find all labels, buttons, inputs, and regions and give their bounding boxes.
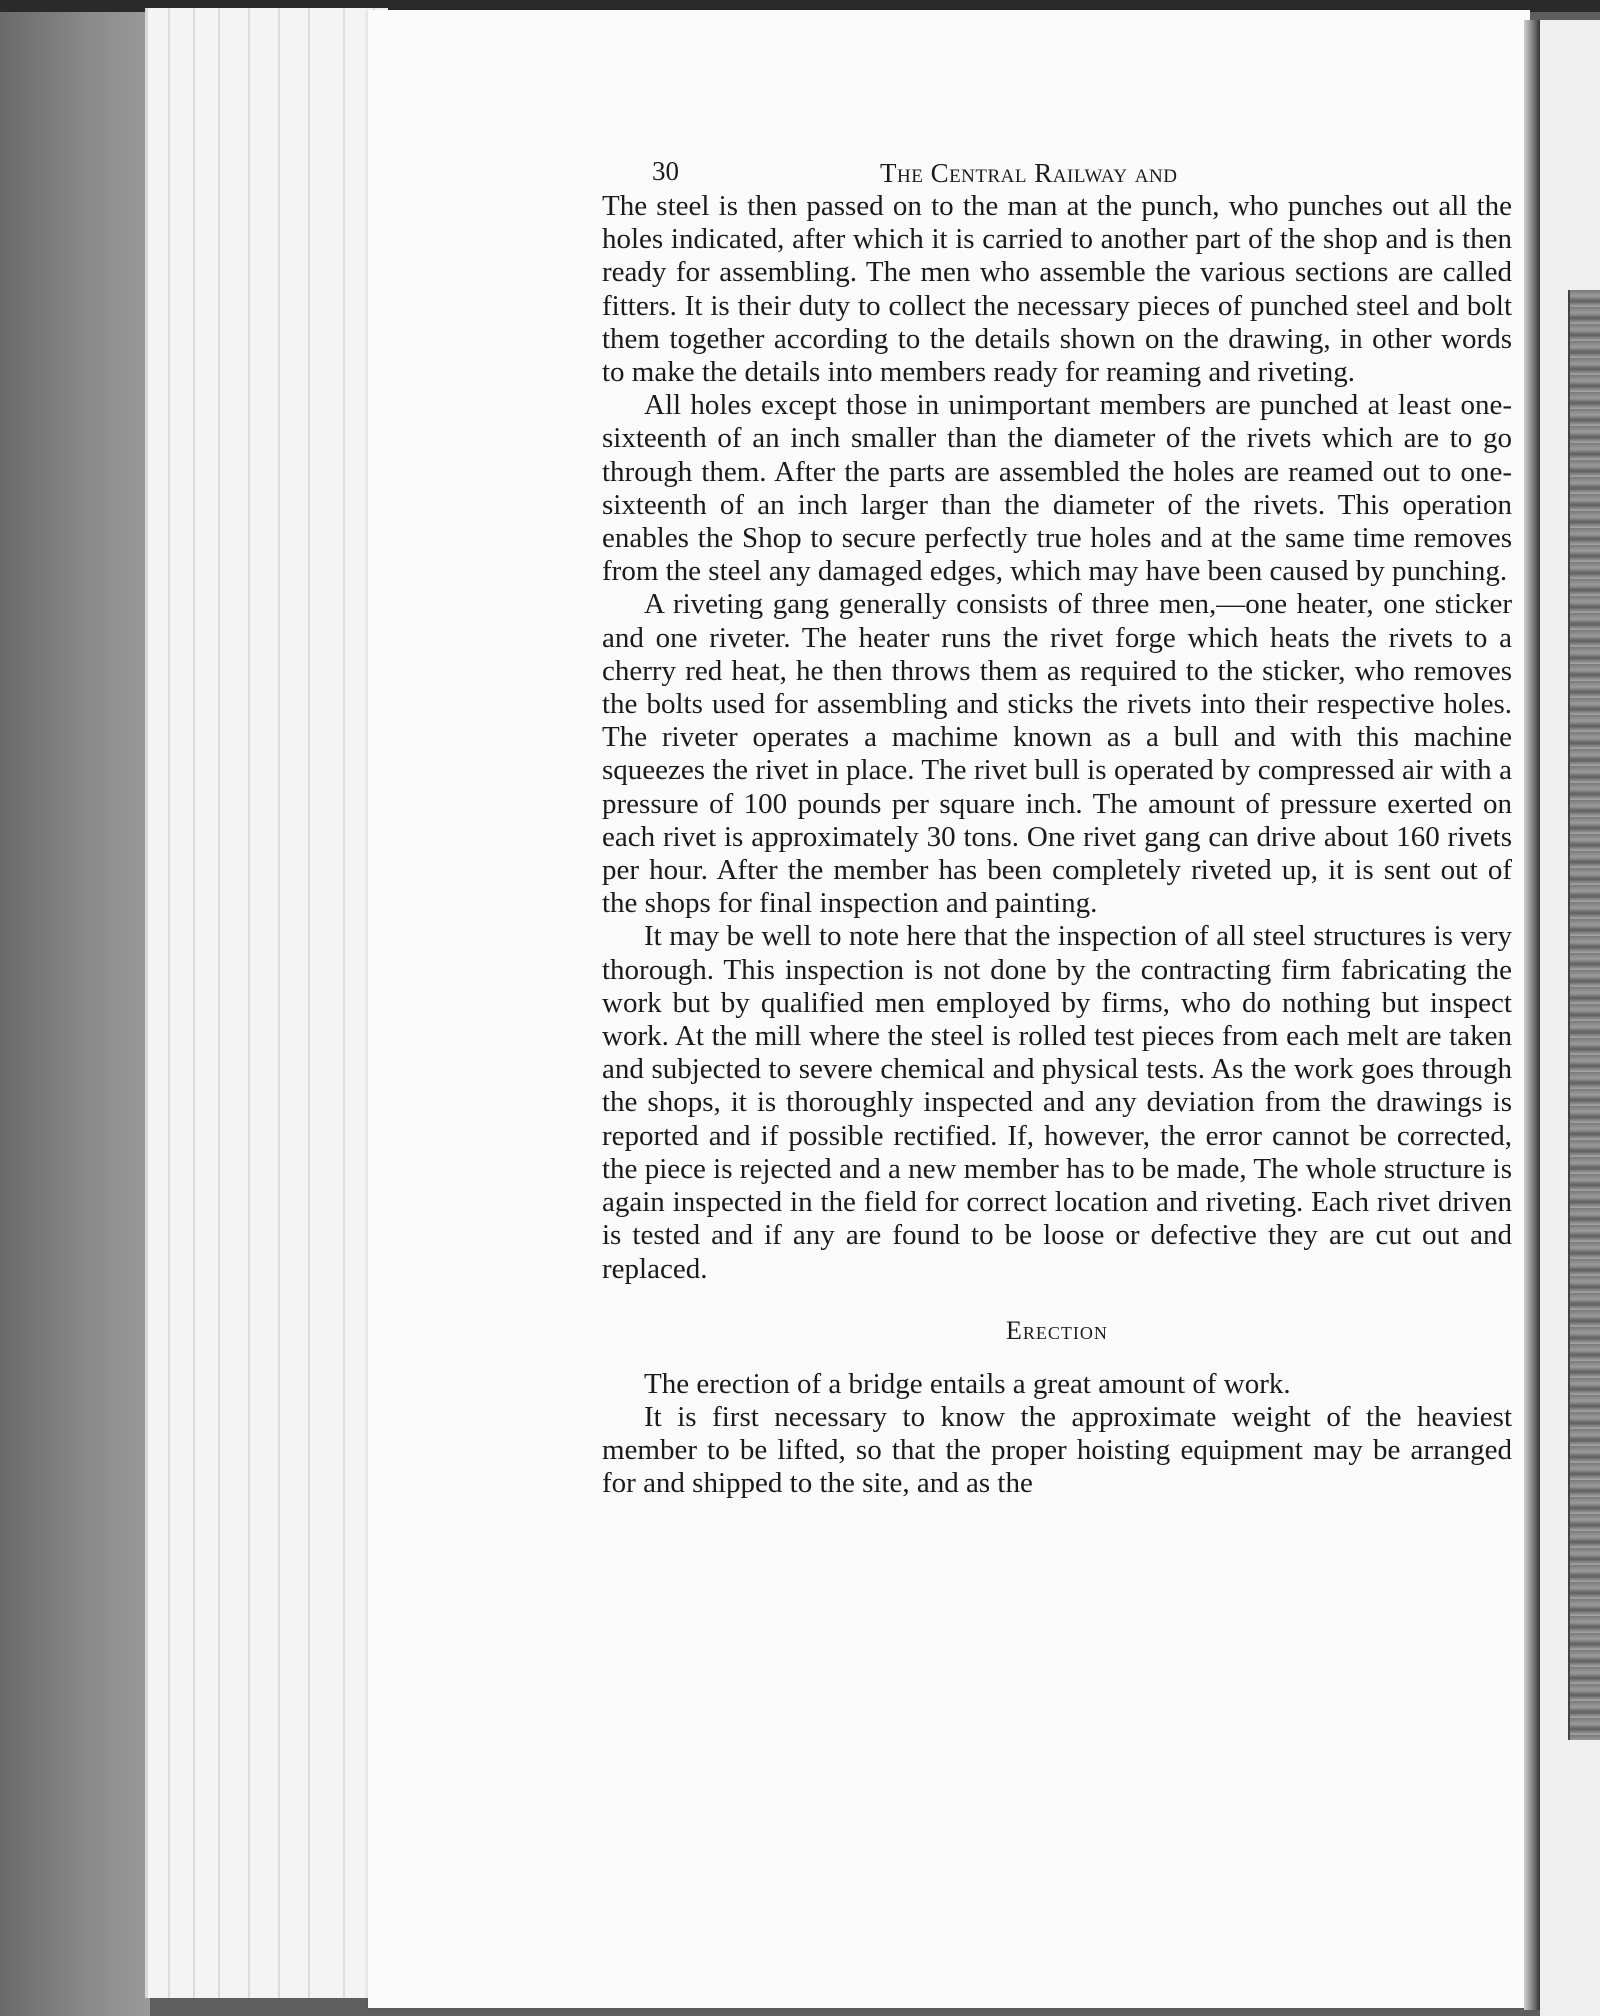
running-head: The Central Railway and xyxy=(880,158,1178,188)
body-text xyxy=(602,190,1512,1501)
section-heading-erection: Erection xyxy=(1006,1315,1108,1345)
paragraph-inspection: It may be well to note here that the inspection of all steel structures is very thorough. This inspection is not done by the contracting firm fabricating the work but by qualified men employed by firms, who do nothing but inspect work. At the mill where the steel is rolled test pieces from each melt are taken and subjected to severe chemical and physical tests. As the work goes through the shops, it is thoroughly inspected and any deviation from the drawings is reported and if possible rectified. If, however, the error cannot be corrected, the piece is rejected and a new member has to be made, The whole structure is again inspected in the field for correct location and riveting. Each rivet driven is tested and if any are found to be loose or defective they are cut out and replaced. xyxy=(602,920,1512,1285)
page-edge xyxy=(168,8,170,1998)
facing-page-photo-plate xyxy=(1568,290,1600,1740)
page-number: 30 xyxy=(652,156,679,186)
page-edge xyxy=(193,8,195,1998)
page-edge xyxy=(308,8,310,1998)
page-header xyxy=(602,150,1512,190)
paragraph-riveting-gang: A riveting gang generally consists of three men,—one heater, one sticker and one riveter. The heater runs the rivet forge which heats the rivets to a cherry red heat, he then throws them as required to the sticker, who removes the bolts used for assembling and sticks the rivets into their respective holes. The riveter operates a machime known as a bull and with this machine squeezes the rivet in place. The rivet bull is operated by compressed air with a pressure of 100 pounds per square inch. The amount of pressure exerted on each rivet is approximately 30 tons. One rivet gang can drive about 160 rivets per hour. After the member has been completely riveted up, it is sent out of the shops for final inspection and painting. xyxy=(602,588,1512,920)
page-gutter-shadow xyxy=(1524,20,1540,2010)
page-content xyxy=(602,150,1512,1501)
page-edge xyxy=(218,8,220,1998)
page-edge xyxy=(343,8,345,1998)
page-edge xyxy=(278,8,280,1998)
paragraph-erection-intro: The erection of a bridge entails a great amount of work. xyxy=(644,1367,1291,1400)
page-edge xyxy=(248,8,250,1998)
page-stack-edges xyxy=(145,8,388,1998)
paragraph-reaming: All holes except those in unimportant members are punched at least one-sixteenth of an inch smaller than the diameter of the rivets which are to go through them. After the parts are assembled the holes are reamed out to one-sixteenth of an inch larger than the diameter of the rivets. This operation enables the Shop to secure perfectly true holes and at the same time removes from the steel any damaged edges, which may have been caused by punching. xyxy=(602,389,1512,588)
facing-page-strip xyxy=(1540,20,1600,2016)
background-left xyxy=(0,0,150,2016)
paragraph-erection-weight: It is first necessary to know the approximate weight of the heaviest member to be lifted, so that the proper hoisting equipment may be arranged for and shipped to the site, and as the xyxy=(602,1400,1512,1500)
paragraph-punching: The steel is then passed on to the man at the punch, who punches out all the holes indicated, after which it is carried to another part of the shop and is then ready for assembling. The men who assemble the various sections are called fitters. It is their duty to collect the necessary pieces of punched steel and bolt them together according to the details shown on the drawing, in other words to make the details into members ready for reaming and riveting. xyxy=(602,190,1512,389)
